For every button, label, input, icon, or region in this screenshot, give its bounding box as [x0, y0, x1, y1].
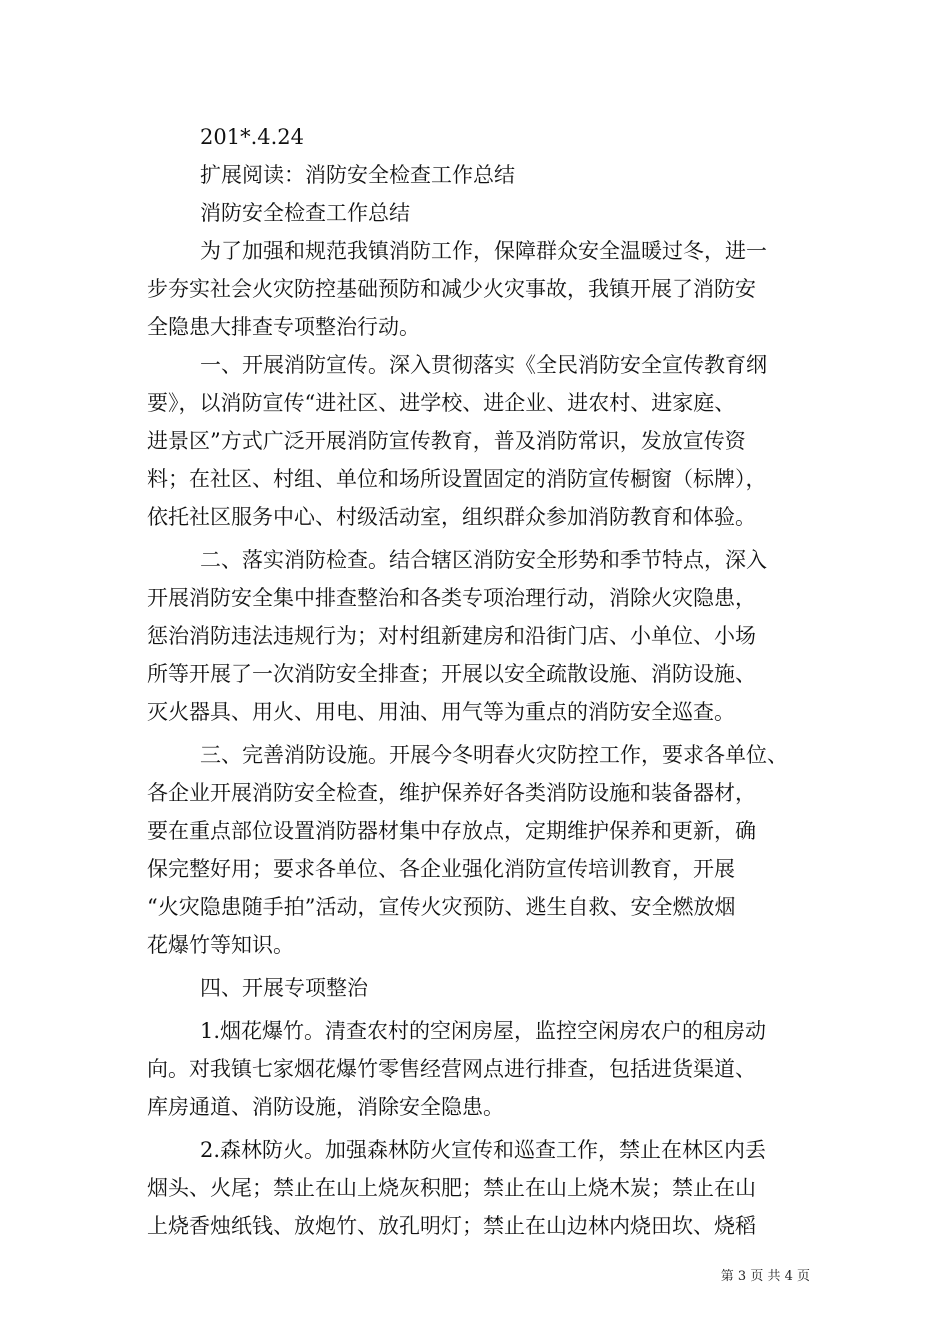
text-line: 全隐患大排查专项整治行动。 — [147, 315, 420, 339]
text-line: 201*.4.24 — [200, 125, 305, 149]
text-line: 惩治消防违法违规行为；对村组新建房和沿街门店、小单位、小场 — [147, 624, 756, 648]
text-line: 依托社区服务中心、村级活动室，组织群众参加消防教育和体验。 — [147, 505, 756, 529]
text-line: 花爆竹等知识。 — [147, 933, 294, 957]
text-line: 为了加强和规范我镇消防工作，保障群众安全温暖过冬，进一 — [200, 239, 767, 263]
text-line: 消防安全检查工作总结 — [200, 201, 410, 225]
document-body — [147, 118, 807, 1245]
text-line: 四、开展专项整治 — [200, 976, 368, 1000]
text-line: 进景区”方式广泛开展消防宣传教育，普及消防常识，发放宣传资 — [147, 429, 746, 453]
text-line: 所等开展了一次消防安全排查；开展以安全疏散设施、消防设施、 — [147, 662, 756, 686]
text-line: 步夯实社会火灾防控基础预防和减少火灾事故，我镇开展了消防安 — [147, 277, 756, 301]
text-line: 要》，以消防宣传“进社区、进学校、进企业、进农村、进家庭、 — [147, 391, 736, 415]
text-line: 保完整好用；要求各单位、各企业强化消防宣传培训教育，开展 — [147, 857, 735, 881]
text-line: 各企业开展消防安全检查，维护保养好各类消防设施和装备器材， — [147, 781, 756, 805]
text-line: 1.烟花爆竹。清查农村的空闲房屋，监控空闲房农户的租房动 — [200, 1019, 767, 1043]
text-line: “火灾隐患随手拍”活动，宣传火灾预防、逃生自救、安全燃放烟 — [147, 895, 736, 919]
text-line: 要在重点部位设置消防器材集中存放点，定期维护保养和更新，确 — [147, 819, 756, 843]
text-line: 一、开展消防宣传。深入贯彻落实《全民消防安全宣传教育纲 — [200, 353, 767, 377]
page-number-footer: 第 3 页 共 4 页 — [720, 1269, 810, 1284]
text-line: 二、落实消防检查。结合辖区消防安全形势和季节特点，深入 — [200, 548, 767, 572]
text-line: 2.森林防火。加强森林防火宣传和巡查工作，禁止在林区内丢 — [200, 1138, 767, 1162]
text-line: 开展消防安全集中排查整治和各类专项治理行动，消除火灾隐患， — [147, 586, 756, 610]
text-line: 向。对我镇七家烟花爆竹零售经营网点进行排查，包括进货渠道、 — [147, 1057, 756, 1081]
text-line: 料；在社区、村组、单位和场所设置固定的消防宣传橱窗（标牌）， — [147, 467, 767, 491]
text-line: 扩展阅读：消防安全检查工作总结 — [200, 163, 515, 187]
text-line: 库房通道、消防设施，消除安全隐患。 — [147, 1095, 504, 1119]
text-line: 上烧香烛纸钱、放炮竹、放孔明灯；禁止在山边林内烧田坎、烧稻 — [147, 1214, 756, 1238]
text-line: 灭火器具、用火、用电、用油、用气等为重点的消防安全巡查。 — [147, 700, 735, 724]
text-line: 烟头、火尾；禁止在山上烧灰积肥；禁止在山上烧木炭；禁止在山 — [147, 1176, 756, 1200]
text-line: 三、完善消防设施。开展今冬明春火灾防控工作，要求各单位、 — [200, 743, 788, 767]
